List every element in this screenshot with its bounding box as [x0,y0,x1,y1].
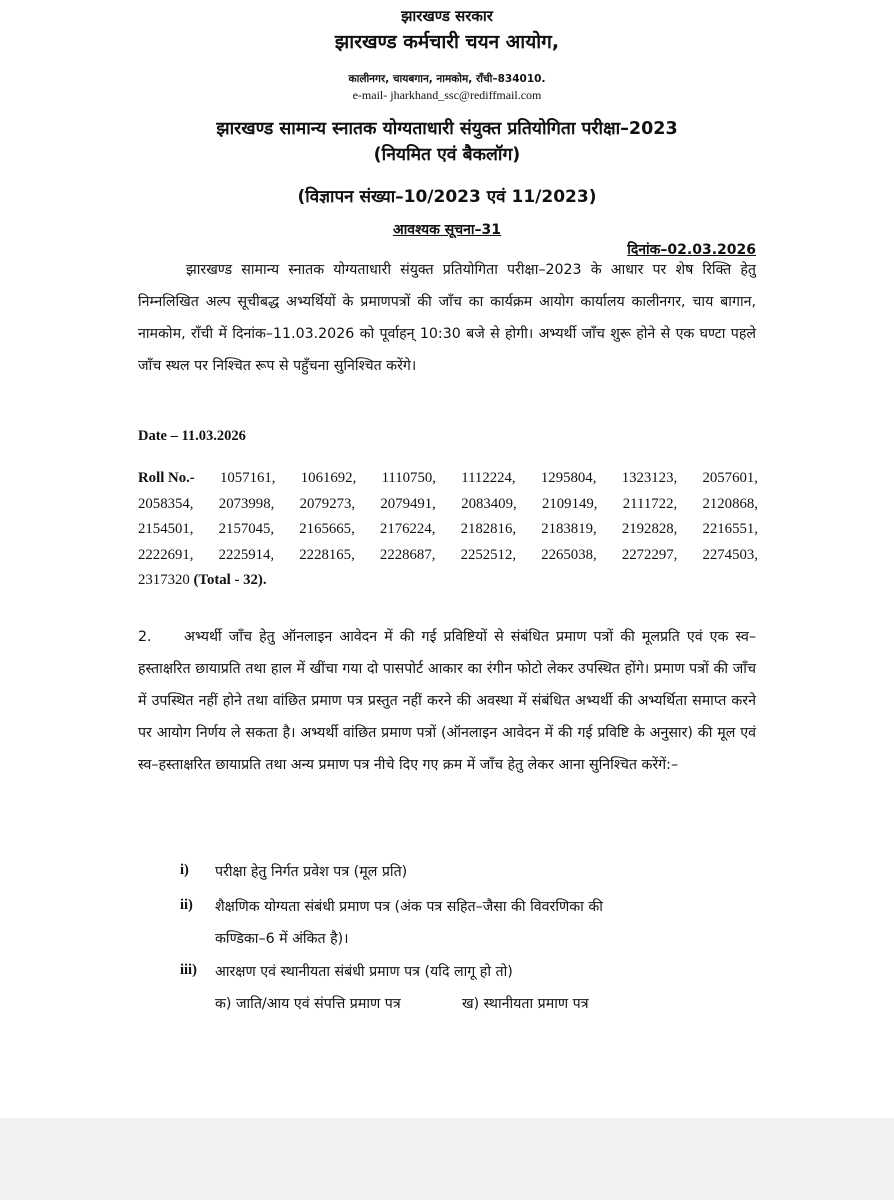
exam-title: झारखण्ड सामान्य स्नातक योग्यताधारी संयुक्त प्रतियोगिता परीक्षा–2023 [216,119,678,139]
sub-item-caste-income: क) जाति/आय एवं संपत्ति प्रमाण पत्र [215,996,401,1012]
list-text: कण्डिका–6 में अंकित है)। [215,931,349,947]
roll-number: 2272297, [621,546,678,563]
roll-number: 2274503, [702,546,758,563]
roll-number: 2222691, [138,546,194,563]
list-text: शैक्षणिक योग्यता संबंधी प्रमाण पत्र (अंक पत्र सहित–जैसा की विवरणिका की [215,899,603,915]
instructions-text: अभ्यर्थी जाँच हेतु ऑनलाइन आवेदन में की गई प्रविष्टियों से संबंधित प्रमाण पत्रों की मूलप्रति एवं एक स्व–हस्ताक्षरित छायाप्रति तथा हाल में खींचा गया दो पासपोर्ट आकार का रंगीन फोटो लेकर उपस्थित होंगे। प्रमाण पत्रों की जाँच में उपस्थित नहीं होने तथा वांछित प्रमाण पत्र प्रस्तुत नहीं करने की अवस्था में संबंधित अभ्यर्थी की अभ्यर्थिता समाप्त करने पर आयोग निर्णय ले सकता है। अभ्यर्थी वांछित प्रमाण पत्रों (ऑनलाइन आवेदन में की गई प्रविष्टि के अनुसार) की मूल एवं स्व–हस्ताक्षरित छायाप्रति तथा अन्य प्रमाण पत्र नीचे दिए गए क्रम में जाँच हेतु लेकर आना सुनिश्चित करेंगें:– [138,629,756,773]
roll-row [138,492,758,518]
roll-number: 2165665, [299,521,355,538]
commission-name: झारखण्ड कर्मचारी चयन आयोग, [334,31,560,53]
roll-number: 2265038, [541,546,597,563]
notice-date: दिनांक–02.03.2026 [627,242,756,258]
roll-number: 2057601, [702,470,758,486]
roll-row [138,517,758,543]
roll-number: 1061692, [300,470,357,486]
paragraph-number: 2. [138,629,152,645]
roll-label: Roll No.- [138,470,195,486]
commission-email: e-mail- jharkhand_ssc@rediffmail.com [352,88,542,102]
roll-number: 2183819, [541,521,597,538]
roll-number-list [138,466,758,594]
advertisement-number: (विज्ञापन संख्या–10/2023 एवं 11/2023) [297,187,597,207]
roll-number: 2252512, [460,546,517,563]
roll-number: 2228687, [379,546,436,563]
list-marker: i) [180,862,189,878]
roll-number: 2109149, [541,495,598,512]
verification-date: Date – 11.03.2026 [138,428,246,444]
roll-row [138,543,758,569]
roll-total: (Total - 32). [193,572,267,589]
roll-number: 2225914, [218,546,275,563]
government-name: झारखण्ड सरकार [401,7,493,25]
notice-heading: आवश्यक सूचना–31 [392,222,502,238]
roll-number: 1112224, [461,470,516,486]
roll-number: 2073998, [218,495,275,512]
roll-number: 2192828, [621,521,678,538]
exam-subtitle: (नियमित एवं बैकलॉग) [373,145,521,165]
roll-number: 2111722, [622,495,678,512]
roll-number: 1295804, [540,470,597,486]
roll-number: 2079273, [299,495,356,512]
list-text: परीक्षा हेतु निर्गत प्रवेश पत्र (मूल प्रति) [215,864,408,880]
list-text: आरक्षण एवं स्थानीयता संबंधी प्रमाण पत्र (यदि लागू हो तो) [215,964,513,980]
roll-number: 2317320 [138,572,190,589]
roll-number: 1057161, [220,470,276,486]
roll-number: 2058354, [138,495,194,512]
roll-number: 2154501, [138,521,194,538]
roll-number: 2216551, [702,521,758,538]
roll-row [138,568,758,594]
roll-number: 2120868, [702,495,758,512]
roll-row [138,466,758,492]
roll-number: 2176224, [379,521,436,538]
list-marker: ii) [180,897,193,913]
sub-item-domicile: ख) स्थानीयता प्रमाण पत्र [462,996,589,1012]
roll-number: 2157045, [218,521,275,538]
roll-number: 1323123, [621,470,678,486]
roll-number: 2228165, [299,546,355,563]
intro-paragraph: झारखण्ड सामान्य स्नातक योग्यताधारी संयुक्त प्रतियोगिता परीक्षा–2023 के आधार पर शेष रिक्ति हेतु निम्नलिखित अल्प सूचीबद्ध अभ्यर्थियों के प्रमाणपत्रों की जाँच का कार्यक्रम आयोग कार्यालय कालीनगर, चाय बागान, नामकोम, राँची में दिनांक–11.03.2026 को पूर्वाहन् 10:30 बजे से होगी। अभ्यर्थी जाँच शुरू होने से एक घण्टा पहले जाँच स्थल पर निश्चित रूप से पहुँचना सुनिश्चित करेंगे। [138,262,756,374]
roll-number: 2083409, [461,495,517,512]
roll-number: 2182816, [460,521,517,538]
roll-number: 1110750, [381,470,436,486]
list-marker: iii) [180,962,197,978]
roll-number: 2079491, [380,495,436,512]
instructions-paragraph [138,621,756,781]
commission-address: कालीनगर, चायबगान, नामकोम, राँची–834010. [348,73,546,85]
